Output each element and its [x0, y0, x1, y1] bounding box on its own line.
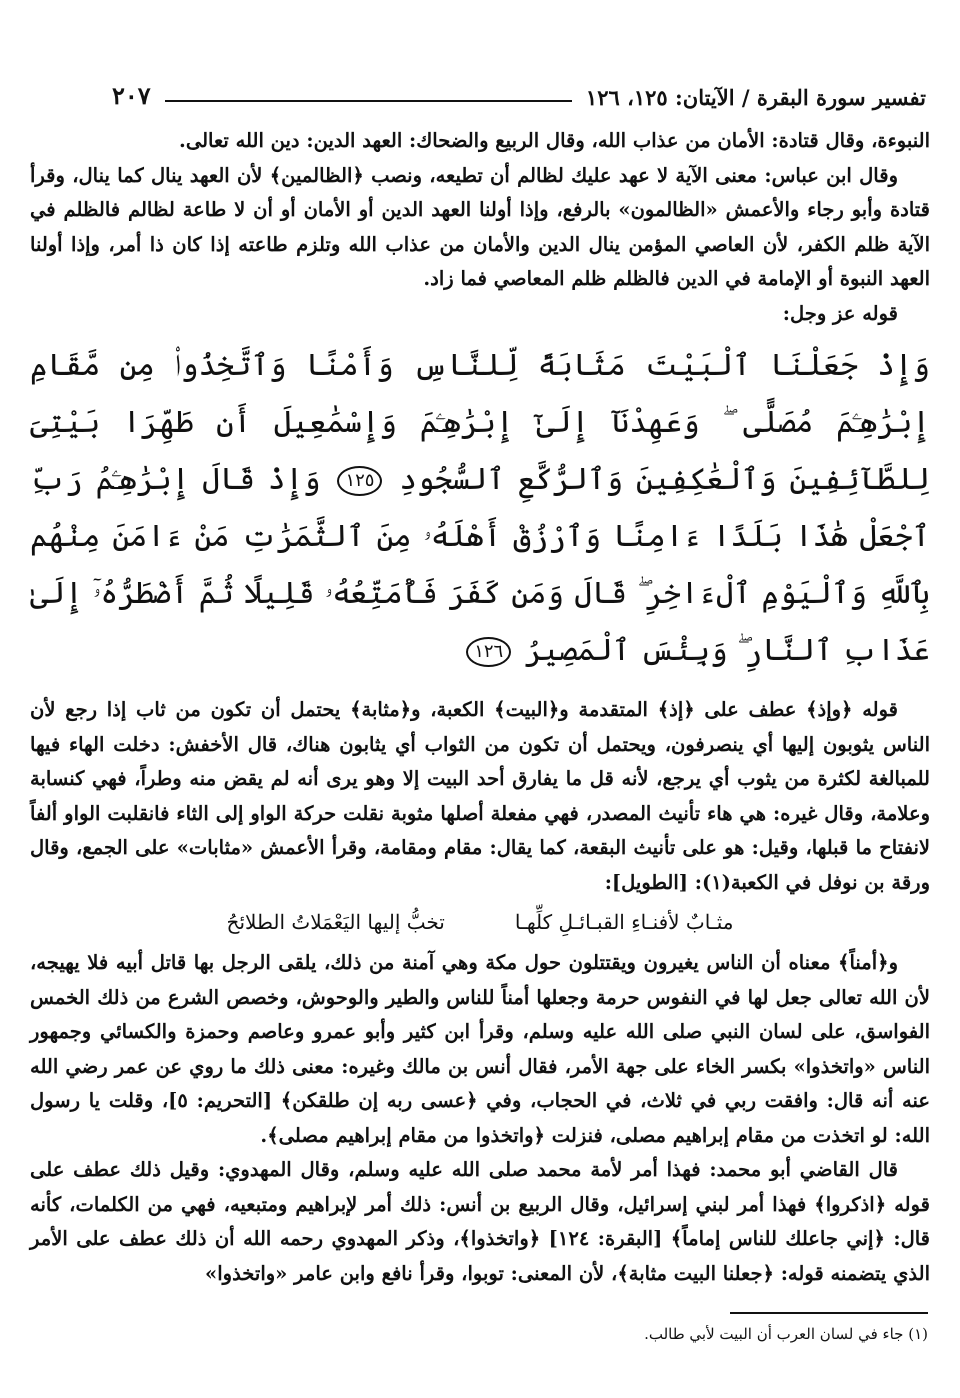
poem-hemistich-left: تخبُّ إليها اليَعْمَلاتُ الطلائحُ [226, 910, 445, 934]
verse-number-125: ١٢٥ [337, 466, 382, 496]
poem-hemistich-right: مثـابٌ لأفنـاءِ القبـائـلِ كلِّهـا [514, 910, 734, 934]
quran-verses [30, 337, 930, 679]
paragraph-1: النبوءة، وقال قتادة: الأمان من عذاب الله، وقال الربيع والضحاك: العهد الدين: دين الله تعالى. [179, 129, 930, 152]
quran-verse-125: وَإِذْ جَعَلْنَا ٱلْبَيْتَ مَثَابَةً لِّلنَّاسِ وَأَمْنًا وَٱتَّخِذُوا۟ مِن مَّقَامِ إِبْرَٰهِـۧمَ مُصَلًّى ۖ وَعَهِدْنَآ إِلَىٰٓ إِبْرَٰهِـۧمَ وَإِسْمَٰعِيلَ أَن طَهِّرَا بَيْتِىَ لِلطَّآئِفِينَ وَٱلْعَٰكِفِينَ وَٱلرُّكَّعِ ٱلسُّجُودِ [30, 348, 931, 497]
running-header [112, 70, 926, 110]
footnote-rule [730, 1312, 928, 1314]
header-title: تفسير سورة البقرة / الآيتان: ١٢٥، ١٢٦ [585, 85, 926, 110]
verse-number-126: ١٢٦ [466, 637, 511, 667]
paragraph-5: و﴿أمناً﴾ معناه أن الناس يغيرون ويقتتلون حول مكة وهي آمنة من ذلك، يلقى الرجل بها قاتل أبيه فلا يهيجه، لأن الله تعالى جعل لها في النفوس حرمة وجعلها أمناً للناس والطير والوحوش، وخصص الشرع من ذلك الخمس الفواسق، على لسان النبي صلى الله عليه وسلم، وقرأ ابن كثير وأبو عمرو وعاصم وحمزة والكسائي وجمهور الناس «واتخذوا» بكسر الخاء على جهة الأمر، فقال أنس بن مالك وغيره: معنى ذلك ما روي عن عمر رضي الله عنه أنه قال: وافقت ربي في ثلاث، في الحجاب، وفي ﴿عسى ربه إن طلقكن﴾ [التحريم: ٥]، وقلت يا رسول الله: لو اتخذت من مقام إبراهيم مصلى، فنزلت ﴿واتخذوا من مقام إبراهيم مصلى﴾. [30, 951, 930, 1147]
page-body [30, 124, 930, 1291]
footnote: (١) جاء في لسان العرب أن البيت لأبي طالب. [644, 1325, 928, 1343]
paragraph-4: قوله ﴿وإذ﴾ عطف على ﴿إذ﴾ المتقدمة و﴿البيت﴾ الكعبة، و﴿مثابة﴾ يحتمل أن تكون من ثاب إذا رجع لأن الناس يثوبون إليها أي ينصرفون، ويحتمل أن تكون من الثواب أي يثابون هناك، قال الأخفش: دخلت الهاء فيها للمبالغة لكثرة من يثوب أي يرجع، لأنه قل ما يفارق أحد البيت إلا وهو يرى أنه لم يقض منه وطراً، فهي كنسابة وعلامة، وقال غيره: هي هاء تأنيث المصدر، فهي مفعلة أصلها مثوبة نقلت حركة الواو إلى الثاء فانقلبت الواو ألفاً لانفتاح ما قبلها، وقيل: هو على تأنيث البقعة، كما يقال: مقام ومقامة، وقرأ الأعمش «مثابات» على الجمع، وقال ورقة بن نوفل في الكعبة(١): [الطويل]: [30, 698, 930, 894]
paragraph-3: قوله عز وجل: [782, 301, 898, 325]
header-rule [165, 100, 572, 102]
paragraph-2: وقال ابن عباس: معنى الآية لا عهد عليك لظالم أن تطيعه، ونصب ﴿الظالمين﴾ لأن العهد ينال كما ينال، وقرأ قتادة وأبو رجاء والأعمش «الظالمون» بالرفع، وإذا أولنا العهد الدين أو الأمان أو أن لا طاعة لظالم فالظلم في الآية ظلم الكفر، لأن العاصي المؤمن ينال الدين والأمان من عذاب الله وتلزم طاعته إذا كان ذا أمر، وإذا أولنا العهد النبوة أو الإمامة في الدين فالظلم ظلم المعاصي فما زاد. [30, 163, 930, 290]
quran-verse-126: وَإِذْ قَالَ إِبْرَٰهِـۧمُ رَبِّ ٱجْعَلْ هَٰذَا بَلَدًا ءَامِنًا وَٱرْزُقْ أَهْلَهُۥ مِنَ ٱلثَّمَرَٰتِ مَنْ ءَامَنَ مِنْهُم بِٱللَّهِ وَٱلْيَوْمِ ٱلْءَاخِرِ ۖ قَالَ وَمَن كَفَرَ فَأُمَتِّعُهُۥ قَلِيلًا ثُمَّ أَضْطَرُّهُۥٓ إِلَىٰ عَذَابِ ٱلنَّارِ ۖ وَبِئْسَ ٱلْمَصِيرُ [30, 462, 930, 668]
page-number: ٢٠٧ [112, 81, 151, 110]
poem-verse [30, 902, 930, 942]
paragraph-6: قال القاضي أبو محمد: فهذا أمر لأمة محمد صلى الله عليه وسلم، وقال المهدوي: وقيل ذلك عطف على قوله ﴿اذكروا﴾ فهذا أمر لبني إسرائيل، وقال الربيع بن أنس: ذلك أمر لإبراهيم ومتبعيه، فهي من الكلمات، كأنه قال: ﴿إني جاعلك للناس إماماً﴾ [البقرة: ١٢٤] ﴿واتخذوا﴾، وذكر المهدوي رحمه الله أن ذلك عطف على الأمر الذي يتضمنه قوله: ﴿جعلنا البيت مثابة﴾، لأن المعنى: توبوا، وقرأ نافع وابن عامر «واتخذوا» [30, 1158, 931, 1285]
